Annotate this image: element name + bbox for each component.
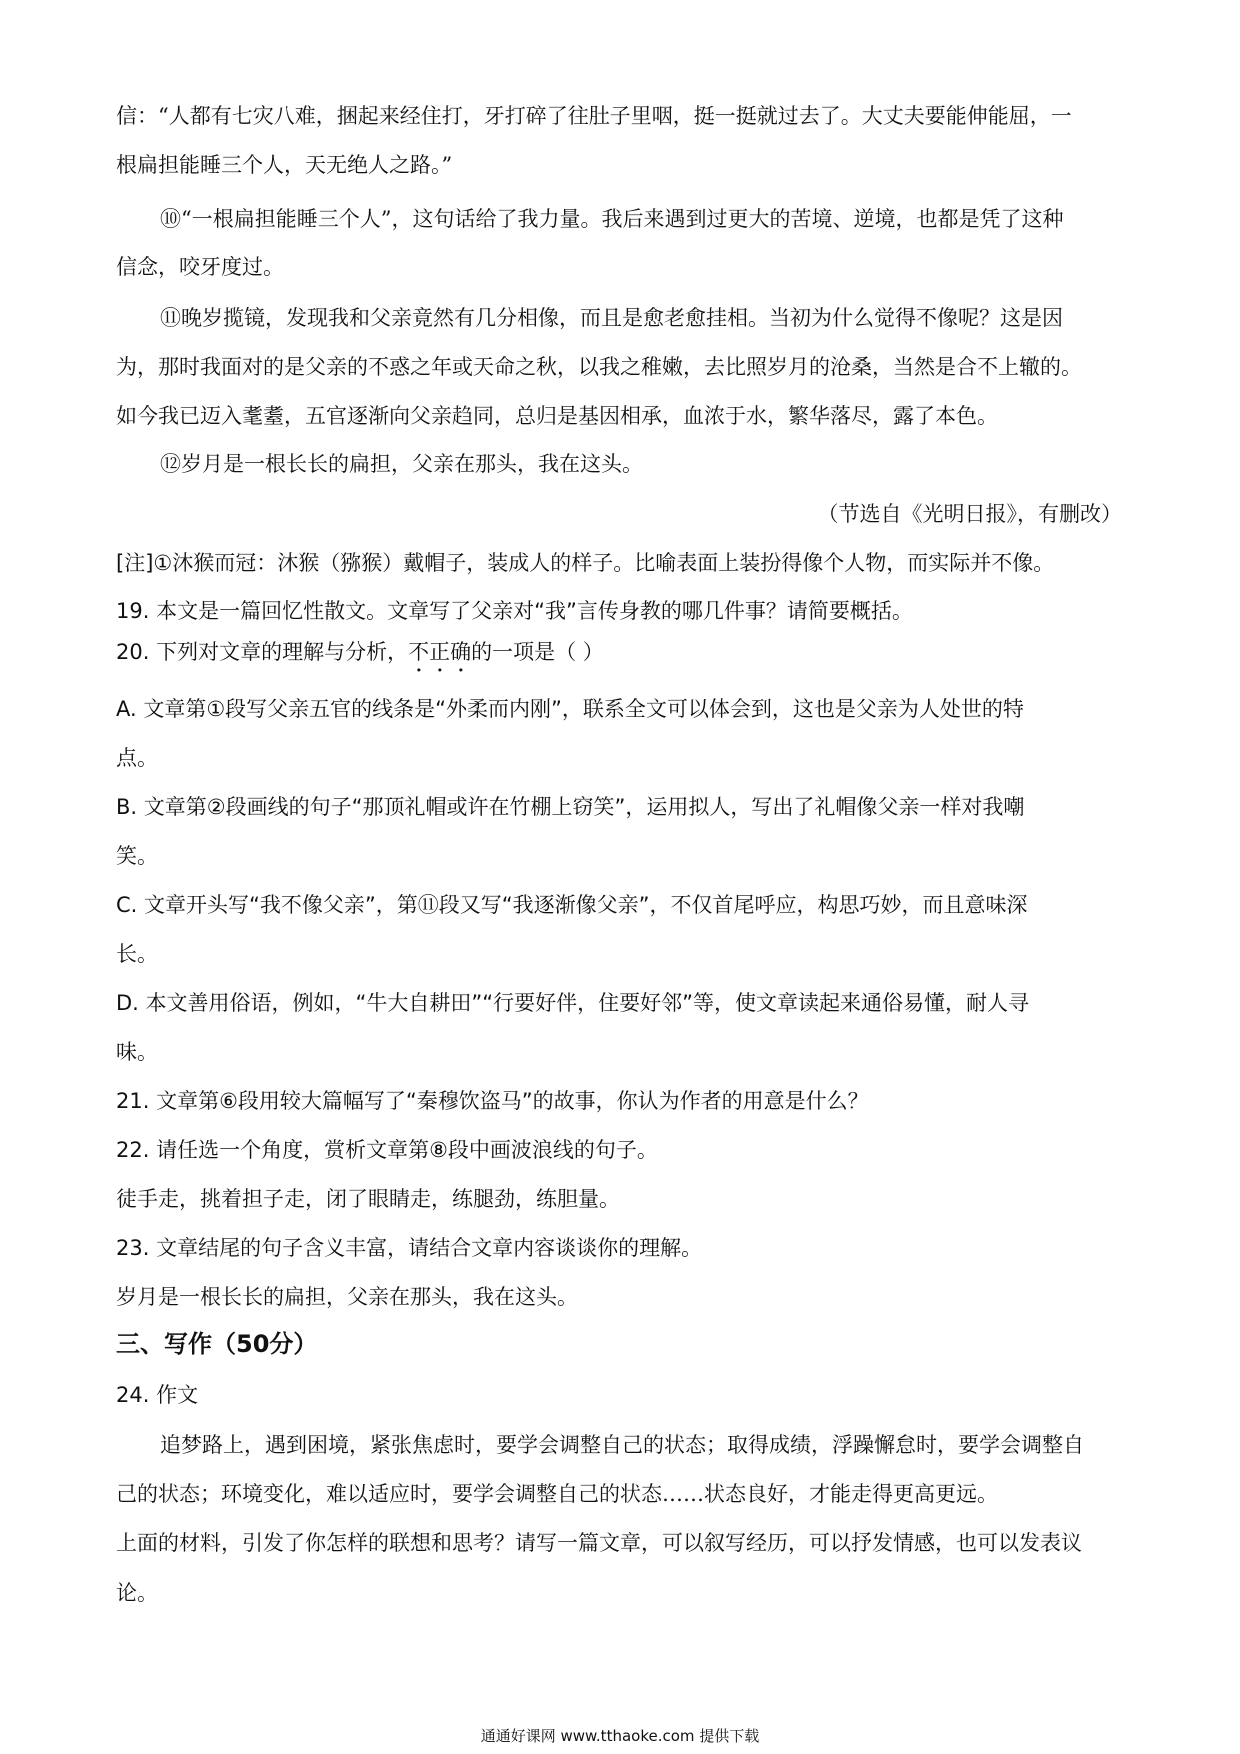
- option-d: D. 本文善用俗语，例如，“牛大自耕田”“行要好伴，住要好邻”等，使文章读起来通俗易懂，耐人寻: [116, 991, 1030, 1015]
- option-b-cont: 笑。: [116, 844, 158, 868]
- article-paragraph-11: ⑪晚岁揽镜，发现我和父亲竟然有几分相像，而且是愈老愈挂相。当初为什么觉得不像呢？这是因: [160, 306, 1063, 330]
- writing-requirement-cont: 论。: [116, 1581, 158, 1605]
- question-24: 24. 作文: [116, 1383, 199, 1407]
- article-paragraph-10: ⑩“一根扁担能睡三个人”，这句话给了我力量。我后来遇到过更大的苦境、逆境，也都是凭了这种: [160, 207, 1064, 231]
- question-19: 19. 本文是一篇回忆性散文。文章写了父亲对“我”言传身教的哪几件事？请简要概括。: [116, 599, 913, 623]
- article-line: 信念，咬牙度过。: [116, 255, 284, 279]
- question-22: 22. 请任选一个角度，赏析文章第⑧段中画波浪线的句子。: [116, 1138, 658, 1162]
- article-line: 如今我已迈入耄耋，五官逐渐向父亲趋同，总归是基因相承，血浓于水，繁华落尽，露了本色。: [116, 404, 998, 428]
- option-c: C. 文章开头写“我不像父亲”，第⑪段又写“我逐渐像父亲”，不仅首尾呼应，构思巧妙，而且意味深: [116, 893, 1028, 917]
- article-source: （节选自《光明日报》，有删改）: [817, 502, 1122, 526]
- option-a-cont: 点。: [116, 746, 158, 770]
- article-line: 信：“人都有七灾八难，捆起来经住打，牙打碎了往肚子里咽，挺一挺就过去了。大丈夫要能伸能屈，一: [116, 104, 1072, 128]
- question-22-quote: 徒手走，挑着担子走，闭了眼睛走，练腿劲，练胆量。: [116, 1187, 620, 1211]
- article-note: [注]①沐猴而冠：沐猴（猕猴）戴帽子，装成人的样子。比喻表面上装扮得像个人物，而实际并不像。: [116, 551, 1055, 575]
- section-heading-writing: 三、写作（50分）: [116, 1330, 318, 1358]
- question-23: 23. 文章结尾的句子含义丰富，请结合文章内容谈谈你的理解。: [116, 1236, 703, 1260]
- option-b: B. 文章第②段画线的句子“那顶礼帽或许在竹棚上窃笑”，运用拟人，写出了礼帽像父亲一样对我嘲: [116, 795, 1025, 819]
- writing-material: 追梦路上，遇到困境，紧张焦虑时，要学会调整自己的状态；取得成绩，浮躁懈怠时，要学会调整自: [160, 1433, 1084, 1457]
- page-footer: 通通好课网 www.tthaoke.com 提供下载: [480, 1727, 760, 1745]
- question-20: [116, 637, 1126, 677]
- option-d-cont: 味。: [116, 1040, 158, 1064]
- option-a: A. 文章第①段写父亲五官的线条是“外柔而内刚”，联系全文可以体会到，这也是父亲为人处世的特: [116, 697, 1024, 721]
- writing-material-cont: 己的状态；环境变化，难以适应时，要学会调整自己的状态……状态良好，才能走得更高更远。: [116, 1482, 998, 1506]
- article-line: 为，那时我面对的是父亲的不惑之年或天命之秋，以我之稚嫩，去比照岁月的沧桑，当然是合不上辙的。: [116, 355, 1082, 379]
- question-23-quote: 岁月是一根长长的扁担，父亲在那头，我在这头。: [116, 1285, 578, 1309]
- question-20-suffix: 的一项是（ ）: [471, 640, 604, 664]
- option-c-cont: 长。: [116, 942, 158, 966]
- question-20-prefix: 20. 下列对文章的理解与分析，: [116, 640, 409, 664]
- article-paragraph-12: ⑫岁月是一根长长的扁担，父亲在那头，我在这头。: [160, 452, 643, 476]
- article-line: 根扁担能睡三个人，天无绝人之路。”: [116, 153, 453, 177]
- writing-requirement: 上面的材料，引发了你怎样的联想和思考？请写一篇文章，可以叙写经历，可以抒发情感，也可以发表议: [116, 1531, 1082, 1555]
- question-21: 21. 文章第⑥段用较大篇幅写了“秦穆饮盗马”的故事，你认为作者的用意是什么？: [116, 1089, 869, 1113]
- question-20-emphasis: 不正确: [408, 640, 472, 664]
